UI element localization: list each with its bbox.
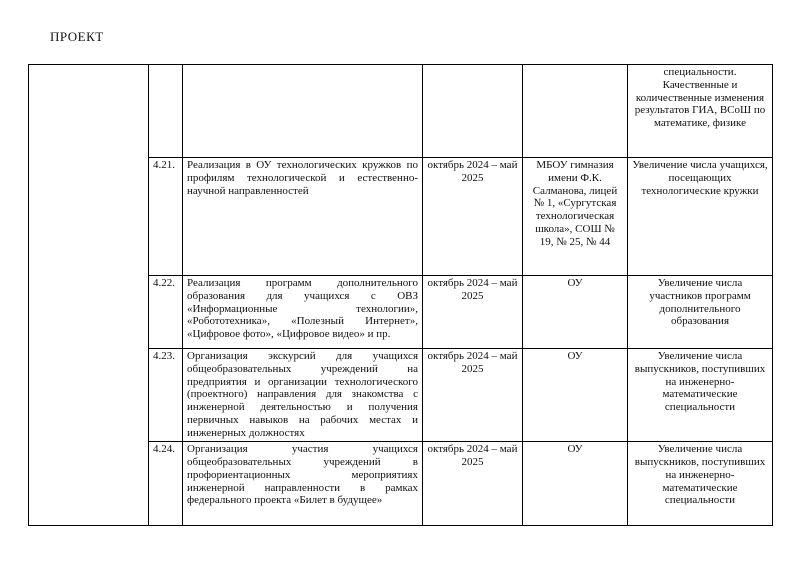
organization-cell: ОУ (523, 349, 628, 442)
result-cell: Увеличение числа выпускников, поступивших на инженерно-математические специальности (628, 349, 773, 442)
result-cell: Увеличение числа учащихся, посещающих технологические кружки (628, 158, 773, 276)
table-row (29, 65, 773, 158)
dates-cell: октябрь 2024 – май 2025 (423, 442, 523, 526)
row-number-cell: 4.24. (149, 442, 183, 526)
activity-cell: Реализация программ дополнительного образования для учащихся с ОВЗ «Информационные технологии», «Робототехника», «Полезный Интернет», «Цифровое фото», «Цифровое видео» и пр. (183, 276, 423, 349)
dates-cell (423, 65, 523, 158)
left-spacer-cell (29, 65, 149, 526)
result-cell: Увеличение числа выпускников, поступивших на инженерно-математические специальности (628, 442, 773, 526)
result-cell: Увеличение числа участников программ дополнительного образования (628, 276, 773, 349)
row-number-cell (149, 65, 183, 158)
organization-cell: ОУ (523, 442, 628, 526)
dates-cell: октябрь 2024 – май 2025 (423, 158, 523, 276)
project-plan-table (28, 64, 773, 526)
row-number-cell: 4.23. (149, 349, 183, 442)
organization-cell: ОУ (523, 276, 628, 349)
activity-cell: Реализация в ОУ технологических кружков по профилям технологической и естественно-научной направленностей (183, 158, 423, 276)
activity-cell: Организация экскурсий для учащихся общеобразовательных учреждений на предприятия и организации технологического (проектного) направления для знакомства с инженерной деятельностью и получения первичных навыков на рабочих местах и инженерных должностях (183, 349, 423, 442)
dates-cell: октябрь 2024 – май 2025 (423, 349, 523, 442)
organization-cell (523, 65, 628, 158)
document-status-label: ПРОЕКТ (50, 29, 104, 44)
row-number-cell: 4.21. (149, 158, 183, 276)
activity-cell: Организация участия учащихся общеобразовательных учреждений в профориентационных мероприятиях инженерной направленности в рамках федерального проекта «Билет в будущее» (183, 442, 423, 526)
dates-cell: октябрь 2024 – май 2025 (423, 276, 523, 349)
organization-cell: МБОУ гимназия имени Ф.К. Салманова, лицей № 1, «Сургутская технологическая школа», СОШ № 19, № 25, № 44 (523, 158, 628, 276)
row-number-cell: 4.22. (149, 276, 183, 349)
result-cell: специальности. Качественные и количественные изменения результатов ГИА, ВСоШ по математике, физике (628, 65, 773, 158)
activity-cell (183, 65, 423, 158)
